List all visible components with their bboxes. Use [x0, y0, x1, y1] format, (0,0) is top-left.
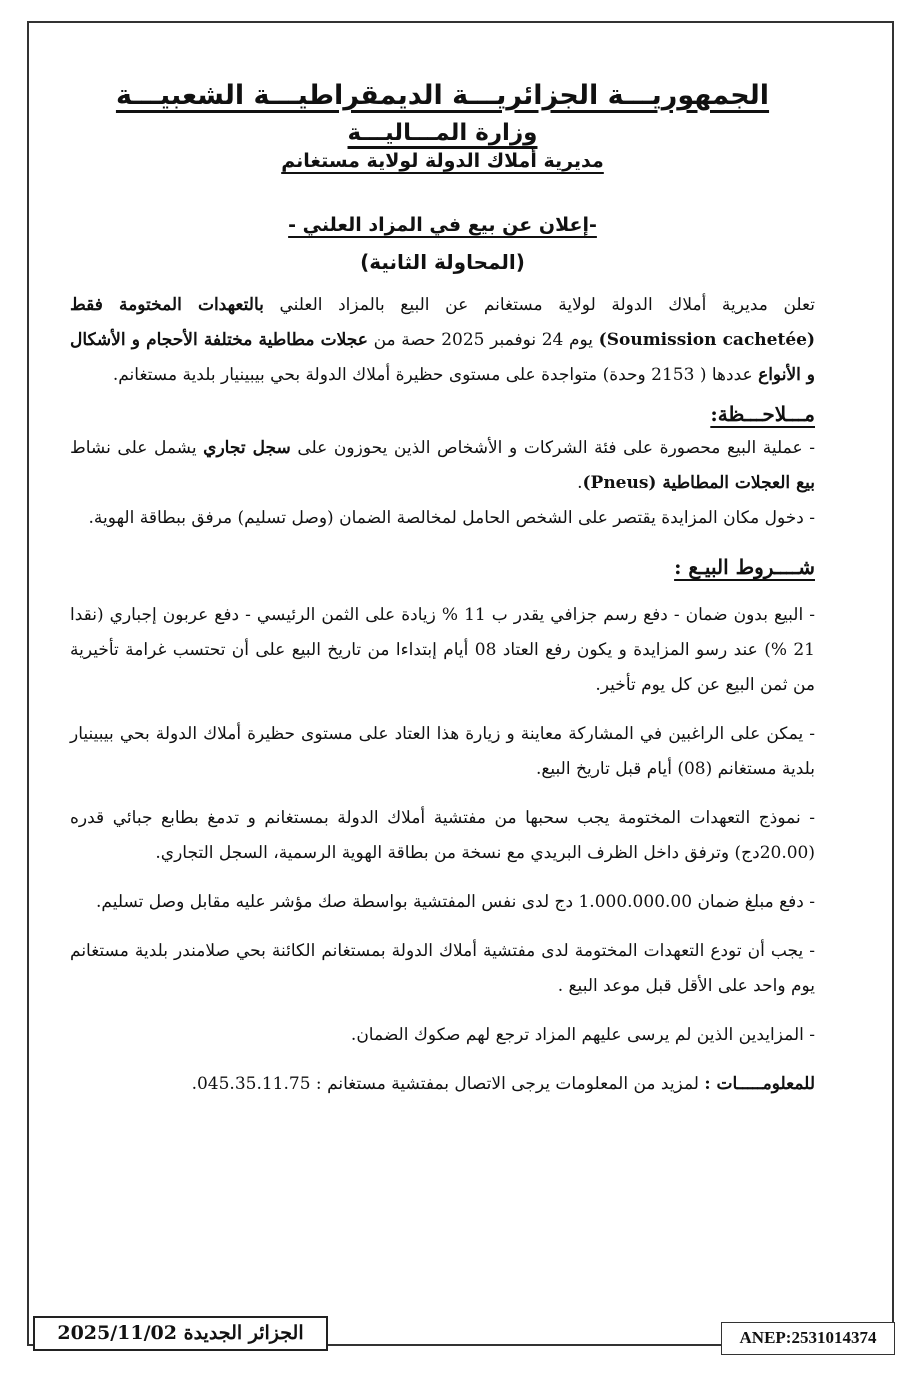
condition-item: - البيع بدون ضمان - دفع رسم جزافي يقدر ب 11 % زيادة على الثمن الرئيسي - دفع عربون إجباري (نقدا 21 %) عند رسو المزايدة و يكون رفع العتاد 08 أيام إبتداءا من تاريخ البيع على أن تحتسب غرامة تأخيرية من ثمن البيع عن كل يوم تأخير. [70, 605, 815, 696]
condition-item: - دفع مبلغ ضمان 1.000.000.00 دج لدى نفس المفتشية بواسطة صك مؤشر عليه مقابل وصل تسليم. [96, 892, 815, 913]
tires-emphasis: عجلات مطاطية مختلفة الأحجام و الأشكال و الأنواع [70, 330, 815, 386]
announcement-subtitle: (المحاولة الثانية) [360, 250, 525, 275]
info-label: للمعلومـــــات : [704, 1074, 815, 1095]
info-line [70, 1067, 815, 1102]
condition-item: - يمكن على الراغبين في المشاركة معاينة و زيارة هذا العتاد على مستوى حظيرة أملاك الدولة بحي بيبينيار بلدية مستغانم (08) أيام قبل تاريخ البيع. [70, 724, 815, 780]
soumission-latin: (Soumission cachetée) [598, 330, 815, 351]
note-item: - عملية البيع محصورة على فئة الشركات و الأشخاص الذين يحوزون على سجل تجاري يشمل على نشاط بيع العجلات المطاطية (Pneus). [70, 438, 815, 494]
ministry-heading: وزارة المـــاليـــة [347, 120, 538, 147]
note-item: - دخول مكان المزايدة يقتصر على الشخص الحامل لمخالصة الضمان (وصل تسليم) مرفق ببطاقة الهوية. [88, 508, 815, 529]
notes-heading: مـــلاحـــظة: [710, 402, 815, 427]
conditions-heading: شــــروط البيـع : [674, 555, 815, 580]
condition-item: - المزايدين الذين لم يرسى عليهم المزاد ترجع لهم صكوك الضمان. [350, 1025, 815, 1046]
republic-heading: الجمهوريـــة الجزائريـــة الديمقراطيـــة الشعبيـــة [115, 80, 770, 111]
announcement-body [70, 80, 815, 1102]
condition-item: - نموذج التعهدات المختومة يجب سحبها من مفتشية أملاك الدولة بمستغانم و تدمغ بطابع جبائي قدره (20.00دج) وترفق داخل الظرف البريدي مع نسخة من بطاقة الهوية الرسمية، السجل التجاري. [70, 808, 815, 864]
announcement-title: -إعلان عن بيع في المزاد العلني - [288, 214, 597, 237]
intro-paragraph: تعلن مديرية أملاك الدولة لولاية مستغانم عن البيع بالمزاد العلني بالتعهدات المختومة فقط (Soumission cachetée) يوم 24 نوفمبر 2025 حصة من عجلات مطاطية مختلفة الأحجام و الأشكال و الأنواع عددها ( 2153 وحدة) متواجدة على مستوى حظيرة أملاك الدولة بحي بيبينيار بلدية مستغانم. [70, 295, 815, 386]
condition-item: - يجب أن تودع التعهدات المختومة لدى مفتشية أملاك الدولة بمستغانم الكائنة بحي صلامندر بلدية مستغانم يوم واحد على الأقل قبل موعد البيع . [70, 941, 815, 997]
anep-reference-box: ANEP:2531014374 [721, 1322, 895, 1355]
newspaper-date-box: الجزائر الجديدة 2025/11/02 [33, 1316, 328, 1351]
sealed-bids-emphasis: بالتعهدات المختومة فقط [70, 295, 264, 316]
directorate-heading: مديرية أملاك الدولة لولاية مستغانم [281, 150, 604, 173]
info-text: لمزيد من المعلومات يرجى الاتصال بمفتشية مستغانم : 045.35.11.75. [191, 1074, 705, 1095]
